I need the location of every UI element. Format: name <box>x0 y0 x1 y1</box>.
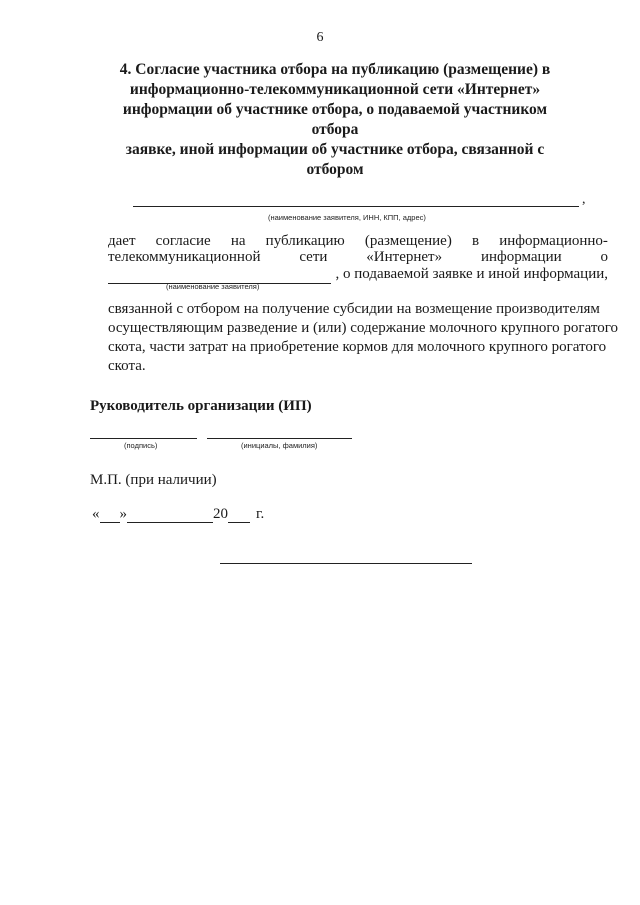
closing-divider <box>220 563 472 564</box>
date-row <box>92 506 264 523</box>
day-blank[interactable] <box>100 510 120 523</box>
consent-word: на <box>230 233 246 249</box>
consent-word: (размещение) <box>364 233 452 249</box>
consent-word: сети <box>299 249 328 265</box>
signature-line[interactable] <box>90 438 197 439</box>
year-blank[interactable] <box>228 510 250 523</box>
page-number: 6 <box>316 30 324 45</box>
consent-word: дает <box>108 233 136 249</box>
consent-word: телекоммуникационной <box>108 249 261 265</box>
year-suffix: г. <box>256 506 265 522</box>
heading-line: информации об участнике отбора, о подаваемой участником отбора <box>122 101 548 138</box>
paragraph-line: связанной с отбором на получение субсидии на возмещение производителям <box>108 301 600 317</box>
consent-word: информации <box>480 249 562 265</box>
date-close-quote: » <box>119 506 127 522</box>
section-heading <box>100 60 570 180</box>
consent-word: информационно- <box>499 233 608 249</box>
signature-caption: (подпись) <box>124 441 158 450</box>
consent-word: согласие <box>155 233 211 249</box>
year-prefix: 20 <box>213 506 228 522</box>
consent-word: о <box>600 249 608 265</box>
paragraph-line: скота, части затрат на приобретение кормов для молочного крупного рогатого <box>108 339 607 355</box>
applicant-trailing-comma: , <box>582 192 586 207</box>
paragraph-line: скота. <box>108 358 146 374</box>
applicant-inline-caption: (наименование заявителя) <box>166 282 260 291</box>
heading-line: информационно-телекоммуникационной сети «Интернет» <box>129 81 541 98</box>
signer-label: Руководитель организации (ИП) <box>90 398 312 414</box>
heading-line: 4. Согласие участника отбора на публикацию (размещение) в <box>119 61 551 78</box>
date-open-quote: « <box>92 506 100 522</box>
name-line[interactable] <box>207 438 352 439</box>
month-blank[interactable] <box>127 510 213 523</box>
seal-label: М.П. (при наличии) <box>90 472 217 488</box>
name-caption: (инициалы, фамилия) <box>241 441 318 450</box>
consent-word: публикацию <box>265 233 345 249</box>
paragraph-line: осуществляющим разведение и (или) содержание молочного крупного рогатого <box>108 320 618 336</box>
heading-line: заявке, иной информации об участнике отбора, связанной с отбором <box>125 141 545 178</box>
consent-word: «Интернет» <box>366 249 443 265</box>
consent-paragraph <box>108 300 628 376</box>
consent-line-3-text: , о подаваемой заявке и иной информации, <box>335 266 608 282</box>
applicant-caption: (наименование заявителя, ИНН, КПП, адрес) <box>268 213 426 222</box>
consent-word: в <box>471 233 480 249</box>
applicant-name-line[interactable] <box>133 206 579 207</box>
